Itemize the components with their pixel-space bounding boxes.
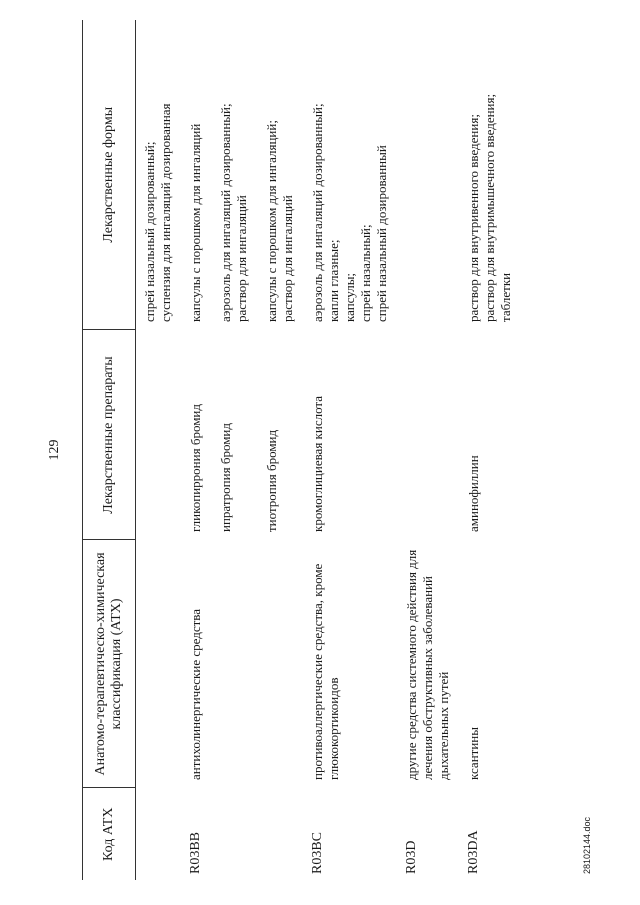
dosage-form: спрей назальный; <box>358 224 373 322</box>
atc-classification: другие средства системного действия для лечения обструктивных заболеваний дыхательных путей <box>404 549 451 780</box>
drug-cell <box>204 330 250 540</box>
page-number: 129 <box>47 439 62 461</box>
table-row <box>136 20 175 880</box>
atc-classification: противоаллергические средства, кроме глюкокортикоидов <box>310 563 341 780</box>
dosage-form: раствор для внутривенного введения; <box>466 114 481 322</box>
forms-cell <box>296 20 390 330</box>
atc-classification <box>136 540 175 788</box>
atc-classification: антихолинергические средства <box>188 608 203 780</box>
header-forms: Лекарственные формы <box>83 20 136 330</box>
atc-classification: ксантины <box>466 727 481 780</box>
drug-name: тиотропия бромид <box>264 429 279 532</box>
dosage-form: спрей назальный дозированный <box>374 145 389 322</box>
table-row <box>174 20 204 880</box>
dosage-form: спрей назальный дозированный; <box>142 141 157 322</box>
document-footer: 28102144.doc <box>582 816 592 874</box>
dosage-form: раствор для внутримышечного введения; <box>482 93 497 322</box>
table-row <box>390 20 452 880</box>
dosage-form: капсулы; <box>342 272 357 322</box>
forms-cell <box>174 20 204 330</box>
header-classification: Анатомо-терапевтическо-химическая классификация (АТХ) <box>83 540 136 788</box>
table-row <box>204 20 250 880</box>
atc-code: R03D <box>404 840 419 874</box>
dosage-form: капли глазные; <box>326 239 341 322</box>
dosage-form: таблетки <box>498 272 513 322</box>
drug-cell <box>174 330 204 540</box>
dosage-form: капсулы с порошком для ингаляций <box>188 123 203 322</box>
dosage-form: капсулы с порошком для ингаляций; <box>264 120 279 322</box>
atc-code: R03DA <box>466 830 481 874</box>
dosage-form: раствор для ингаляций <box>234 195 249 322</box>
drug-cell <box>136 330 175 540</box>
dosage-form: аэрозоль для ингаляций дозированный; <box>310 103 325 322</box>
drug-name: кромоглициевая кислота <box>310 395 325 532</box>
forms-cell <box>204 20 250 330</box>
atc-code: R03BC <box>310 831 325 874</box>
table-row <box>250 20 296 880</box>
drug-cell <box>452 330 514 540</box>
forms-cell <box>136 20 175 330</box>
forms-cell <box>250 20 296 330</box>
table-header-row <box>83 20 136 880</box>
header-drugs: Лекарственные препараты <box>83 330 136 540</box>
drug-name: аминофиллин <box>466 455 481 532</box>
dosage-form: раствор для ингаляций <box>280 195 295 322</box>
drug-name: ипратропия бромид <box>218 423 233 532</box>
drug-name: гликопиррония бромид <box>188 404 203 532</box>
table-row <box>452 20 514 880</box>
dosage-form: суспензия для ингаляций дозированная <box>158 103 173 322</box>
atc-code <box>136 788 175 880</box>
drug-cell <box>296 330 390 540</box>
dosage-form: аэрозоль для ингаляций дозированный; <box>218 103 233 322</box>
table-row <box>296 20 390 880</box>
forms-cell <box>452 20 514 330</box>
rotated-document-page <box>40 20 600 880</box>
header-code: Код АТХ <box>83 788 136 880</box>
drug-cell <box>250 330 296 540</box>
atc-table <box>82 20 514 880</box>
atc-code: R03BB <box>188 831 203 874</box>
